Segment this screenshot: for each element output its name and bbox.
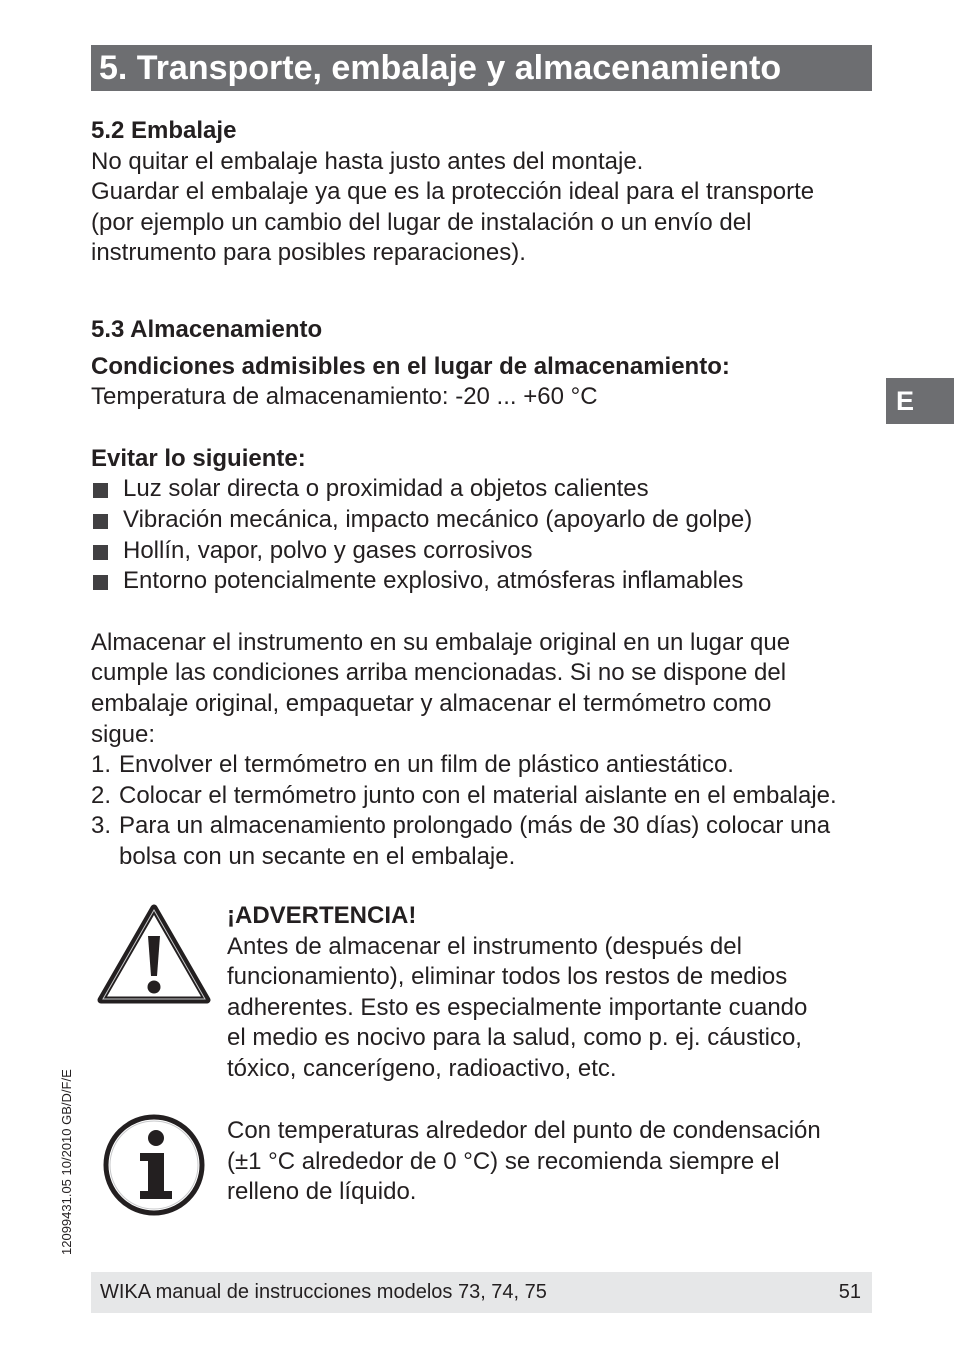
storage-instructions-line: cumple las condiciones arriba mencionadas. Si no se dispone del [91,659,787,687]
warning-notice [227,901,867,1085]
warning-line: adherentes. Esto es especialmente importante cuando [227,993,808,1021]
warning-line: Antes de almacenar el instrumento (después del [227,932,742,960]
footer-manual-title: WIKA manual de instrucciones modelos 73, 74, 75 [100,1281,547,1303]
warning-line: tóxico, cancerígeno, radioactivo, etc. [227,1054,617,1082]
info-line: Con temperaturas alrededor del punto de condensación [227,1117,821,1144]
language-tab: E [886,378,954,424]
storage-steps [91,750,881,872]
storage-instructions-line: Almacenar el instrumento en su embalaje original en un lugar que [91,628,791,656]
info-line: (±1 °C alrededor de 0 °C) se recomienda siempre el [227,1147,780,1175]
list-item [91,781,881,812]
chapter-title: 5. Transporte, embalaje y almacenamiento [91,45,872,91]
list-item [91,750,881,781]
document-code: 12099431.05 10/2010 GB/D/F/E [59,1069,74,1255]
packaging-line: (por ejemplo un cambio del lugar de instalación o un envío del [91,208,752,236]
storage-temperature: Temperatura de almacenamiento: -20 ... +60 °C [91,383,598,411]
list-item [91,811,881,872]
avoid-heading: Evitar lo siguiente: [91,444,306,472]
section-heading-storage: 5.3 Almacenamiento [91,315,323,343]
conditions-heading: Condiciones admisibles en el lugar de almacenamiento: [91,352,730,380]
list-item: Entorno potencialmente explosivo, atmósferas inflamables [91,566,881,597]
section-heading-packaging: 5.2 Embalaje [91,117,237,144]
page-footer [91,1272,872,1313]
step-number: 3. [91,812,112,840]
avoid-list [91,474,881,596]
step-number: 1. [91,751,112,779]
warning-line: funcionamiento), eliminar todos los restos de medios [227,963,788,991]
info-notice [227,1116,867,1208]
page-number: 51 [838,1281,861,1303]
packaging-line: No quitar el embalaje hasta justo antes del montaje. [91,147,644,175]
list-item: Vibración mecánica, impacto mecánico (apoyarlo de golpe) [91,505,881,536]
step-text: Envolver el termómetro en un film de plástico antiestático. [119,751,734,779]
warning-title: ¡ADVERTENCIA! [227,902,417,929]
step-text: Para un almacenamiento prolongado (más de 30 días) colocar una bolsa con un secante en el embalaje. [119,812,831,870]
storage-instructions-line: embalaje original, empaquetar y almacenar el termómetro como [91,689,772,717]
info-icon [102,1113,206,1217]
main-content [91,116,881,872]
warning-line: el medio es nocivo para la salud, como p. ej. cáustico, [227,1024,802,1052]
info-line: relleno de líquido. [227,1178,417,1206]
packaging-line: instrumento para posibles reparaciones). [91,239,526,267]
list-item: Luz solar directa o proximidad a objetos calientes [91,474,881,505]
packaging-line: Guardar el embalaje ya que es la protección ideal para el transporte [91,178,815,206]
step-number: 2. [91,781,112,809]
step-text: Colocar el termómetro junto con el material aislante en el embalaje. [119,781,837,809]
storage-instructions-line: sigue: [91,720,156,748]
list-item: Hollín, vapor, polvo y gases corrosivos [91,536,881,567]
warning-triangle-icon [97,904,211,1004]
